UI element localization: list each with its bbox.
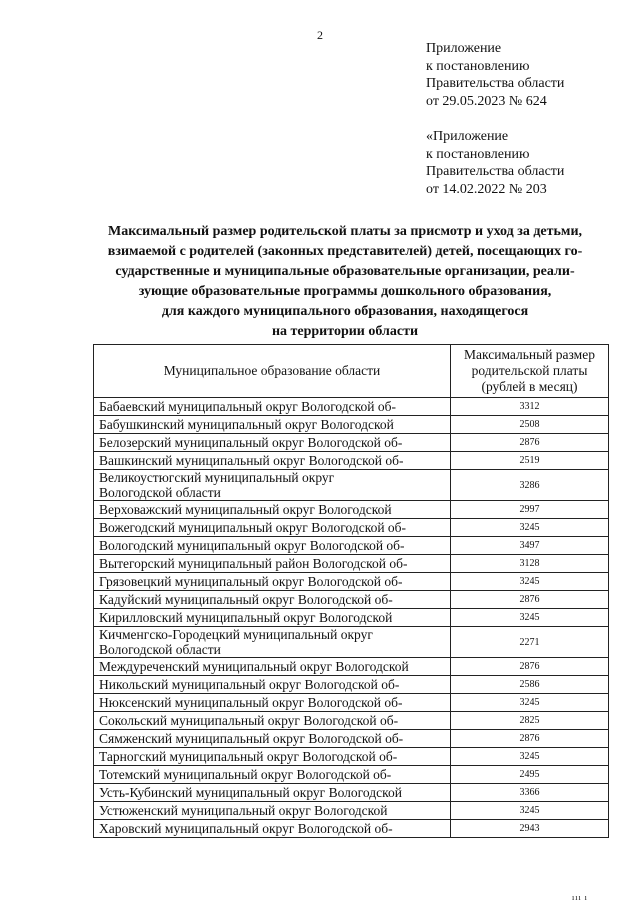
municipality-name xyxy=(94,591,451,609)
table-row xyxy=(94,820,609,838)
municipality-name xyxy=(94,573,451,591)
table-row xyxy=(94,609,609,627)
municipality-name-line: Вологодской области xyxy=(99,485,221,500)
max-fee-value: 2825 xyxy=(451,712,609,730)
max-fee-value: 2495 xyxy=(451,766,609,784)
table-row xyxy=(94,784,609,802)
table-row xyxy=(94,537,609,555)
municipality-name xyxy=(94,519,451,537)
corner-mark: ııı ı xyxy=(572,893,588,902)
municipality-name xyxy=(94,555,451,573)
title-line: взимаемой с родителей (законных представителей) детей, посещающих го- xyxy=(107,244,583,259)
title-line: Максимальный размер родительской платы за присмотр и уход за детьми, xyxy=(107,224,583,239)
table-row xyxy=(94,694,609,712)
municipality-name-line: Грязовецкий муниципальный округ Вологодской об- xyxy=(99,574,403,589)
max-fee-value: 2586 xyxy=(451,676,609,694)
max-fee-value: 3312 xyxy=(451,398,609,416)
max-fee-value: 3286 xyxy=(451,470,609,501)
max-fee-value: 2876 xyxy=(451,434,609,452)
page-number: 2 xyxy=(317,28,323,42)
max-fee-value: 3245 xyxy=(451,802,609,820)
title-line: на территории области xyxy=(271,324,419,339)
document-title xyxy=(80,222,610,342)
appendix-line: к постановлению xyxy=(426,58,530,74)
municipality-name xyxy=(94,501,451,519)
appendix-line: Приложение xyxy=(426,41,502,56)
max-fee-value: 2997 xyxy=(451,501,609,519)
municipality-name-line: Бабушкинский муниципальный округ Вологодской xyxy=(99,417,394,432)
municipality-name xyxy=(94,416,451,434)
title-line: для каждого муниципального образования, находящегося xyxy=(161,304,529,319)
appendix-line: от 29.05.2023 № 624 xyxy=(426,93,547,109)
max-fee-value: 2876 xyxy=(451,591,609,609)
table-row xyxy=(94,470,609,501)
max-fee-value: 3245 xyxy=(451,609,609,627)
municipality-name-line: Великоустюгский муниципальный округ xyxy=(99,470,335,485)
table-row xyxy=(94,591,609,609)
appendix-current-resolution xyxy=(426,40,564,110)
municipality-name xyxy=(94,802,451,820)
municipality-name-line: Харовский муниципальный округ Вологодской об- xyxy=(99,821,393,836)
municipality-name-line: Белозерский муниципальный округ Вологодской об- xyxy=(99,435,403,450)
municipality-name xyxy=(94,609,451,627)
max-fee-value: 3128 xyxy=(451,555,609,573)
municipality-name xyxy=(94,434,451,452)
municipality-name-line: Бабаевский муниципальный округ Вологодской об- xyxy=(99,399,396,414)
table-header-row xyxy=(94,345,609,398)
municipality-name-line: Вытегорский муниципальный район Вологодской об- xyxy=(99,556,408,571)
max-fee-value: 2271 xyxy=(451,627,609,658)
appendix-line: Правительства области xyxy=(426,164,565,179)
max-fee-value: 2876 xyxy=(451,658,609,676)
municipality-name-line: Тотемский муниципальный округ Вологодской об- xyxy=(99,767,392,782)
max-fee-value: 3245 xyxy=(451,694,609,712)
max-fee-value: 2943 xyxy=(451,820,609,838)
max-fee-value: 3245 xyxy=(451,573,609,591)
municipality-name-line: Кадуйский муниципальный округ Вологодской об- xyxy=(99,592,393,607)
municipality-name-line: Вологодский муниципальный округ Вологодской об- xyxy=(99,538,405,553)
municipality-name xyxy=(94,748,451,766)
municipality-name xyxy=(94,766,451,784)
header-max-fee-line: родительской платы xyxy=(471,363,588,378)
header-max-fee-line: Максимальный размер xyxy=(464,347,595,362)
municipality-name-line: Кирилловский муниципальный округ Вологодской xyxy=(99,610,393,625)
municipality-name-line: Усть-Кубинский муниципальный округ Вологодской xyxy=(99,785,402,800)
municipality-name-line: Междуреченский муниципальный округ Вологодской xyxy=(99,659,409,674)
municipality-name-line: Никольский муниципальный округ Вологодской об- xyxy=(99,677,400,692)
title-line: сударственные и муниципальные образовательные организации, реали- xyxy=(115,264,575,279)
municipality-name xyxy=(94,694,451,712)
table-row xyxy=(94,748,609,766)
max-fee-value: 3245 xyxy=(451,748,609,766)
municipality-name xyxy=(94,627,451,658)
municipality-name xyxy=(94,730,451,748)
table-row xyxy=(94,658,609,676)
municipality-name-line: Вожегодский муниципальный округ Вологодской об- xyxy=(99,520,407,535)
municipality-name-line: Верховажский муниципальный округ Вологодской xyxy=(99,502,392,517)
fee-table xyxy=(93,344,609,838)
max-fee-value: 3245 xyxy=(451,519,609,537)
municipality-name-line: Нюксенский муниципальный округ Вологодской об- xyxy=(99,695,403,710)
table-row xyxy=(94,555,609,573)
header-municipality: Муниципальное образование области xyxy=(94,345,451,398)
municipality-name-line: Устюженский муниципальный округ Вологодской xyxy=(99,803,388,818)
appendix-previous-resolution xyxy=(426,128,564,198)
max-fee-value: 2876 xyxy=(451,730,609,748)
municipality-name xyxy=(94,452,451,470)
max-fee-value: 2508 xyxy=(451,416,609,434)
municipality-name xyxy=(94,784,451,802)
title-line: зующие образовательные программы дошкольного образования, xyxy=(138,284,552,299)
municipality-name xyxy=(94,712,451,730)
appendix-line: Правительства области xyxy=(426,76,565,91)
table-row xyxy=(94,452,609,470)
table-row xyxy=(94,501,609,519)
appendix-line: «Приложение xyxy=(426,129,509,144)
table-row xyxy=(94,398,609,416)
max-fee-value: 3497 xyxy=(451,537,609,555)
municipality-name-line: Сямженский муниципальный округ Вологодской об- xyxy=(99,731,404,746)
municipality-name xyxy=(94,470,451,501)
table-row xyxy=(94,766,609,784)
appendix-line: от 14.02.2022 № 203 xyxy=(426,181,547,197)
municipality-name xyxy=(94,398,451,416)
municipality-name-line: Вашкинский муниципальный округ Вологодской об- xyxy=(99,453,404,468)
max-fee-value: 2519 xyxy=(451,452,609,470)
header-max-fee xyxy=(451,345,609,398)
appendix-line: к постановлению xyxy=(426,146,530,162)
municipality-name-line: Сокольский муниципальный округ Вологодской об- xyxy=(99,713,399,728)
table-row xyxy=(94,416,609,434)
table-body xyxy=(94,398,609,838)
municipality-name-line: Вологодской области xyxy=(99,642,221,657)
table-row xyxy=(94,434,609,452)
table-row xyxy=(94,730,609,748)
table-row xyxy=(94,802,609,820)
table-row xyxy=(94,573,609,591)
table-row xyxy=(94,519,609,537)
table-row xyxy=(94,712,609,730)
municipality-name xyxy=(94,658,451,676)
municipality-name xyxy=(94,676,451,694)
municipality-name-line: Тарногский муниципальный округ Вологодской об- xyxy=(99,749,398,764)
municipality-name xyxy=(94,537,451,555)
max-fee-value: 3366 xyxy=(451,784,609,802)
municipality-name xyxy=(94,820,451,838)
header-max-fee-line: (рублей в месяц) xyxy=(481,379,578,394)
table-row xyxy=(94,676,609,694)
municipality-name-line: Кичменгско-Городецкий муниципальный округ xyxy=(99,627,373,642)
table-row xyxy=(94,627,609,658)
